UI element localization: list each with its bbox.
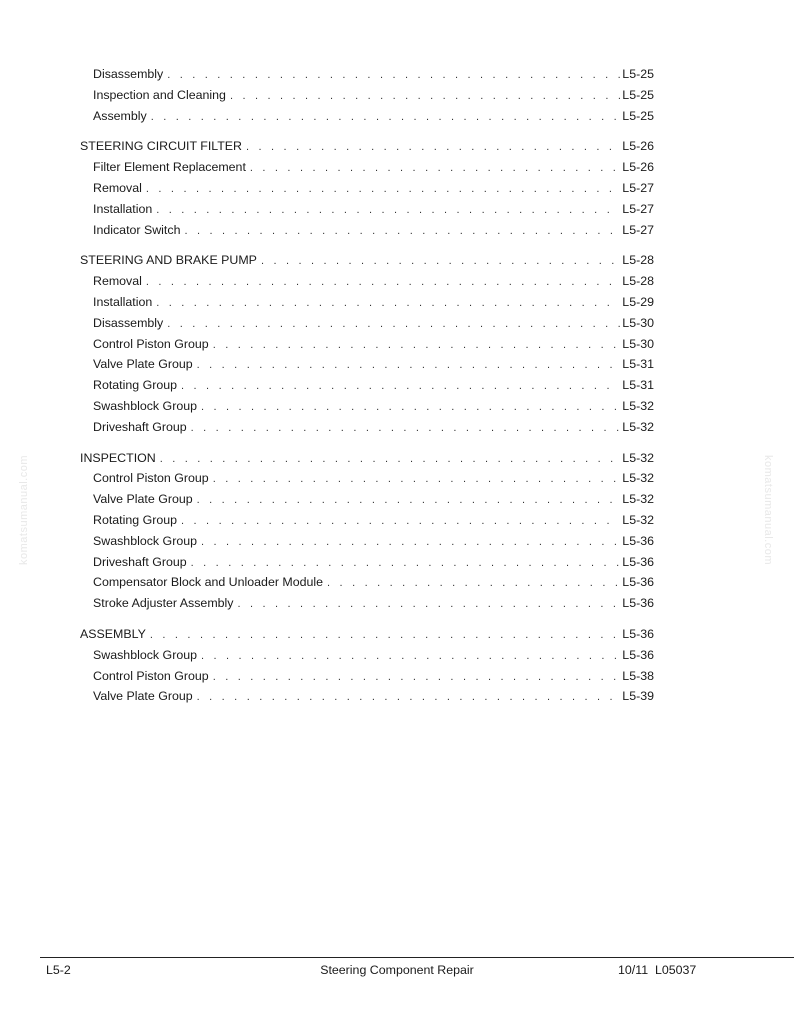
dot-leader <box>327 573 620 593</box>
dot-leader <box>213 667 621 687</box>
toc-entry-label: Assembly <box>93 108 147 123</box>
toc-page-number: L5-30 <box>622 315 654 330</box>
toc-entry-label: Disassembly <box>93 67 164 81</box>
toc-section-heading[interactable] <box>80 250 654 271</box>
toc-page-number: L5-26 <box>622 139 654 154</box>
toc-page-number: L5-28 <box>622 274 654 289</box>
toc-page-number: L5-32 <box>622 492 654 507</box>
toc-entry[interactable] <box>80 489 654 510</box>
footer-title: Steering Component Repair <box>320 963 474 977</box>
toc-entry[interactable] <box>80 417 654 438</box>
toc-page-number: L5-31 <box>622 357 654 372</box>
watermark-right: komatsumanual.com <box>762 455 774 565</box>
toc-page-number: L5-28 <box>622 253 654 268</box>
toc-section <box>80 624 654 707</box>
toc-entry-label: Filter Element Replacement <box>93 160 246 175</box>
toc-section <box>80 250 654 437</box>
toc-entry[interactable] <box>80 199 654 220</box>
dot-leader <box>146 272 620 292</box>
toc-entry-label: Valve Plate Group <box>93 689 193 704</box>
dot-leader <box>238 594 621 614</box>
toc-entry[interactable] <box>80 292 654 313</box>
toc-page-number: L5-36 <box>622 554 654 569</box>
toc-entry[interactable] <box>80 64 654 85</box>
toc-page-number: L5-25 <box>622 87 654 102</box>
table-of-contents <box>80 64 654 717</box>
toc-entry[interactable] <box>80 396 654 417</box>
toc-section <box>80 64 654 126</box>
toc-entry[interactable] <box>80 552 654 573</box>
toc-section-heading[interactable] <box>80 448 654 469</box>
dot-leader <box>184 221 620 241</box>
dot-leader <box>197 687 621 707</box>
toc-entry-label: Installation <box>93 201 153 216</box>
toc-entry[interactable] <box>80 220 654 241</box>
toc-entry[interactable] <box>80 375 654 396</box>
dot-leader <box>213 469 621 489</box>
toc-entry-label: Driveshaft Group <box>93 419 187 434</box>
toc-page-number: L5-30 <box>622 336 654 351</box>
toc-entry-label: Control Piston Group <box>93 668 209 683</box>
dot-leader <box>167 314 620 334</box>
toc-entry-label: Stroke Adjuster Assembly <box>93 596 234 611</box>
toc-page-number: L5-39 <box>622 689 654 704</box>
toc-entry[interactable] <box>80 271 654 292</box>
toc-entry[interactable] <box>80 106 654 127</box>
toc-entry-label: Valve Plate Group <box>93 492 193 507</box>
toc-entry[interactable] <box>80 686 654 707</box>
toc-entry[interactable] <box>80 666 654 687</box>
footer-divider <box>40 957 794 958</box>
toc-entry-label: Disassembly <box>93 315 164 330</box>
toc-page-number: L5-32 <box>622 450 654 465</box>
toc-page-number: L5-32 <box>622 512 654 527</box>
dot-leader <box>156 200 620 220</box>
toc-entry-label: Swashblock Group <box>93 398 197 413</box>
toc-page-number: L5-36 <box>622 575 654 590</box>
toc-entry[interactable] <box>80 157 654 178</box>
toc-page-number: L5-36 <box>622 533 654 548</box>
dot-leader <box>181 511 620 531</box>
toc-page-number: L5-36 <box>622 596 654 611</box>
dot-leader <box>246 137 620 157</box>
toc-page-number: L5-25 <box>622 108 654 123</box>
toc-heading-label: STEERING AND BRAKE PUMP <box>80 253 257 268</box>
toc-entry[interactable] <box>80 334 654 355</box>
dot-leader <box>197 355 621 375</box>
toc-entry-label: Driveshaft Group <box>93 554 187 569</box>
toc-entry-label: Control Piston Group <box>93 471 209 486</box>
toc-entry[interactable] <box>80 178 654 199</box>
toc-entry-label: Removal <box>93 180 142 195</box>
toc-section <box>80 448 654 614</box>
dot-leader <box>197 490 621 510</box>
toc-entry-label: Rotating Group <box>93 512 178 527</box>
dot-leader <box>213 335 621 355</box>
toc-page-number: L5-32 <box>622 398 654 413</box>
dot-leader <box>146 179 620 199</box>
toc-entry[interactable] <box>80 313 654 334</box>
toc-page-number: L5-38 <box>622 668 654 683</box>
toc-page-number: L5-29 <box>622 294 654 309</box>
toc-entry[interactable] <box>80 593 654 614</box>
dot-leader <box>201 646 620 666</box>
toc-entry[interactable] <box>80 510 654 531</box>
toc-page-number: L5-36 <box>622 626 654 641</box>
dot-leader <box>191 418 621 438</box>
toc-page-number: L5-25 <box>622 67 654 81</box>
toc-entry-label: Removal <box>93 274 142 289</box>
toc-page-number: L5-27 <box>622 201 654 216</box>
toc-heading-label: ASSEMBLY <box>80 626 146 641</box>
toc-entry-label: Installation <box>93 294 153 309</box>
toc-page-number: L5-26 <box>622 160 654 175</box>
toc-entry-label: Inspection and Cleaning <box>93 87 226 102</box>
footer-page-number: L5-2 <box>46 963 71 977</box>
toc-entry-label: Swashblock Group <box>93 533 197 548</box>
toc-page-number: L5-27 <box>622 180 654 195</box>
dot-leader <box>201 532 620 552</box>
dot-leader <box>151 107 621 127</box>
footer-revision: 10/11 L05037 <box>618 963 697 977</box>
toc-entry[interactable] <box>80 645 654 666</box>
dot-leader <box>250 158 620 178</box>
toc-entry-label: Compensator Block and Unloader Module <box>93 575 324 590</box>
dot-leader <box>261 251 620 271</box>
toc-page-number: L5-36 <box>622 647 654 662</box>
toc-entry-label: Valve Plate Group <box>93 357 193 372</box>
toc-page-number: L5-31 <box>622 378 654 393</box>
toc-entry-label: Indicator Switch <box>93 222 181 237</box>
toc-page-number: L5-32 <box>622 419 654 434</box>
toc-heading-label: INSPECTION <box>80 450 156 465</box>
toc-section-heading[interactable] <box>80 136 654 157</box>
toc-entry-label: Swashblock Group <box>93 647 197 662</box>
dot-leader <box>230 86 620 106</box>
dot-leader <box>191 553 621 573</box>
dot-leader <box>167 65 620 85</box>
dot-leader <box>156 293 620 313</box>
toc-page-number: L5-27 <box>622 222 654 237</box>
dot-leader <box>181 376 620 396</box>
toc-entry[interactable] <box>80 85 654 106</box>
dot-leader <box>150 625 620 645</box>
toc-entry-label: Control Piston Group <box>93 336 209 351</box>
watermark-left: komatsumanual.com <box>18 455 30 565</box>
dot-leader <box>160 449 621 469</box>
toc-entry[interactable] <box>80 468 654 489</box>
dot-leader <box>201 397 620 417</box>
toc-entry-label: Rotating Group <box>93 378 178 393</box>
toc-section <box>80 136 654 240</box>
toc-section-heading[interactable] <box>80 624 654 645</box>
toc-entry[interactable] <box>80 354 654 375</box>
toc-entry[interactable] <box>80 572 654 593</box>
toc-page-number: L5-32 <box>622 471 654 486</box>
toc-entry[interactable] <box>80 531 654 552</box>
toc-heading-label: STEERING CIRCUIT FILTER <box>80 139 243 154</box>
